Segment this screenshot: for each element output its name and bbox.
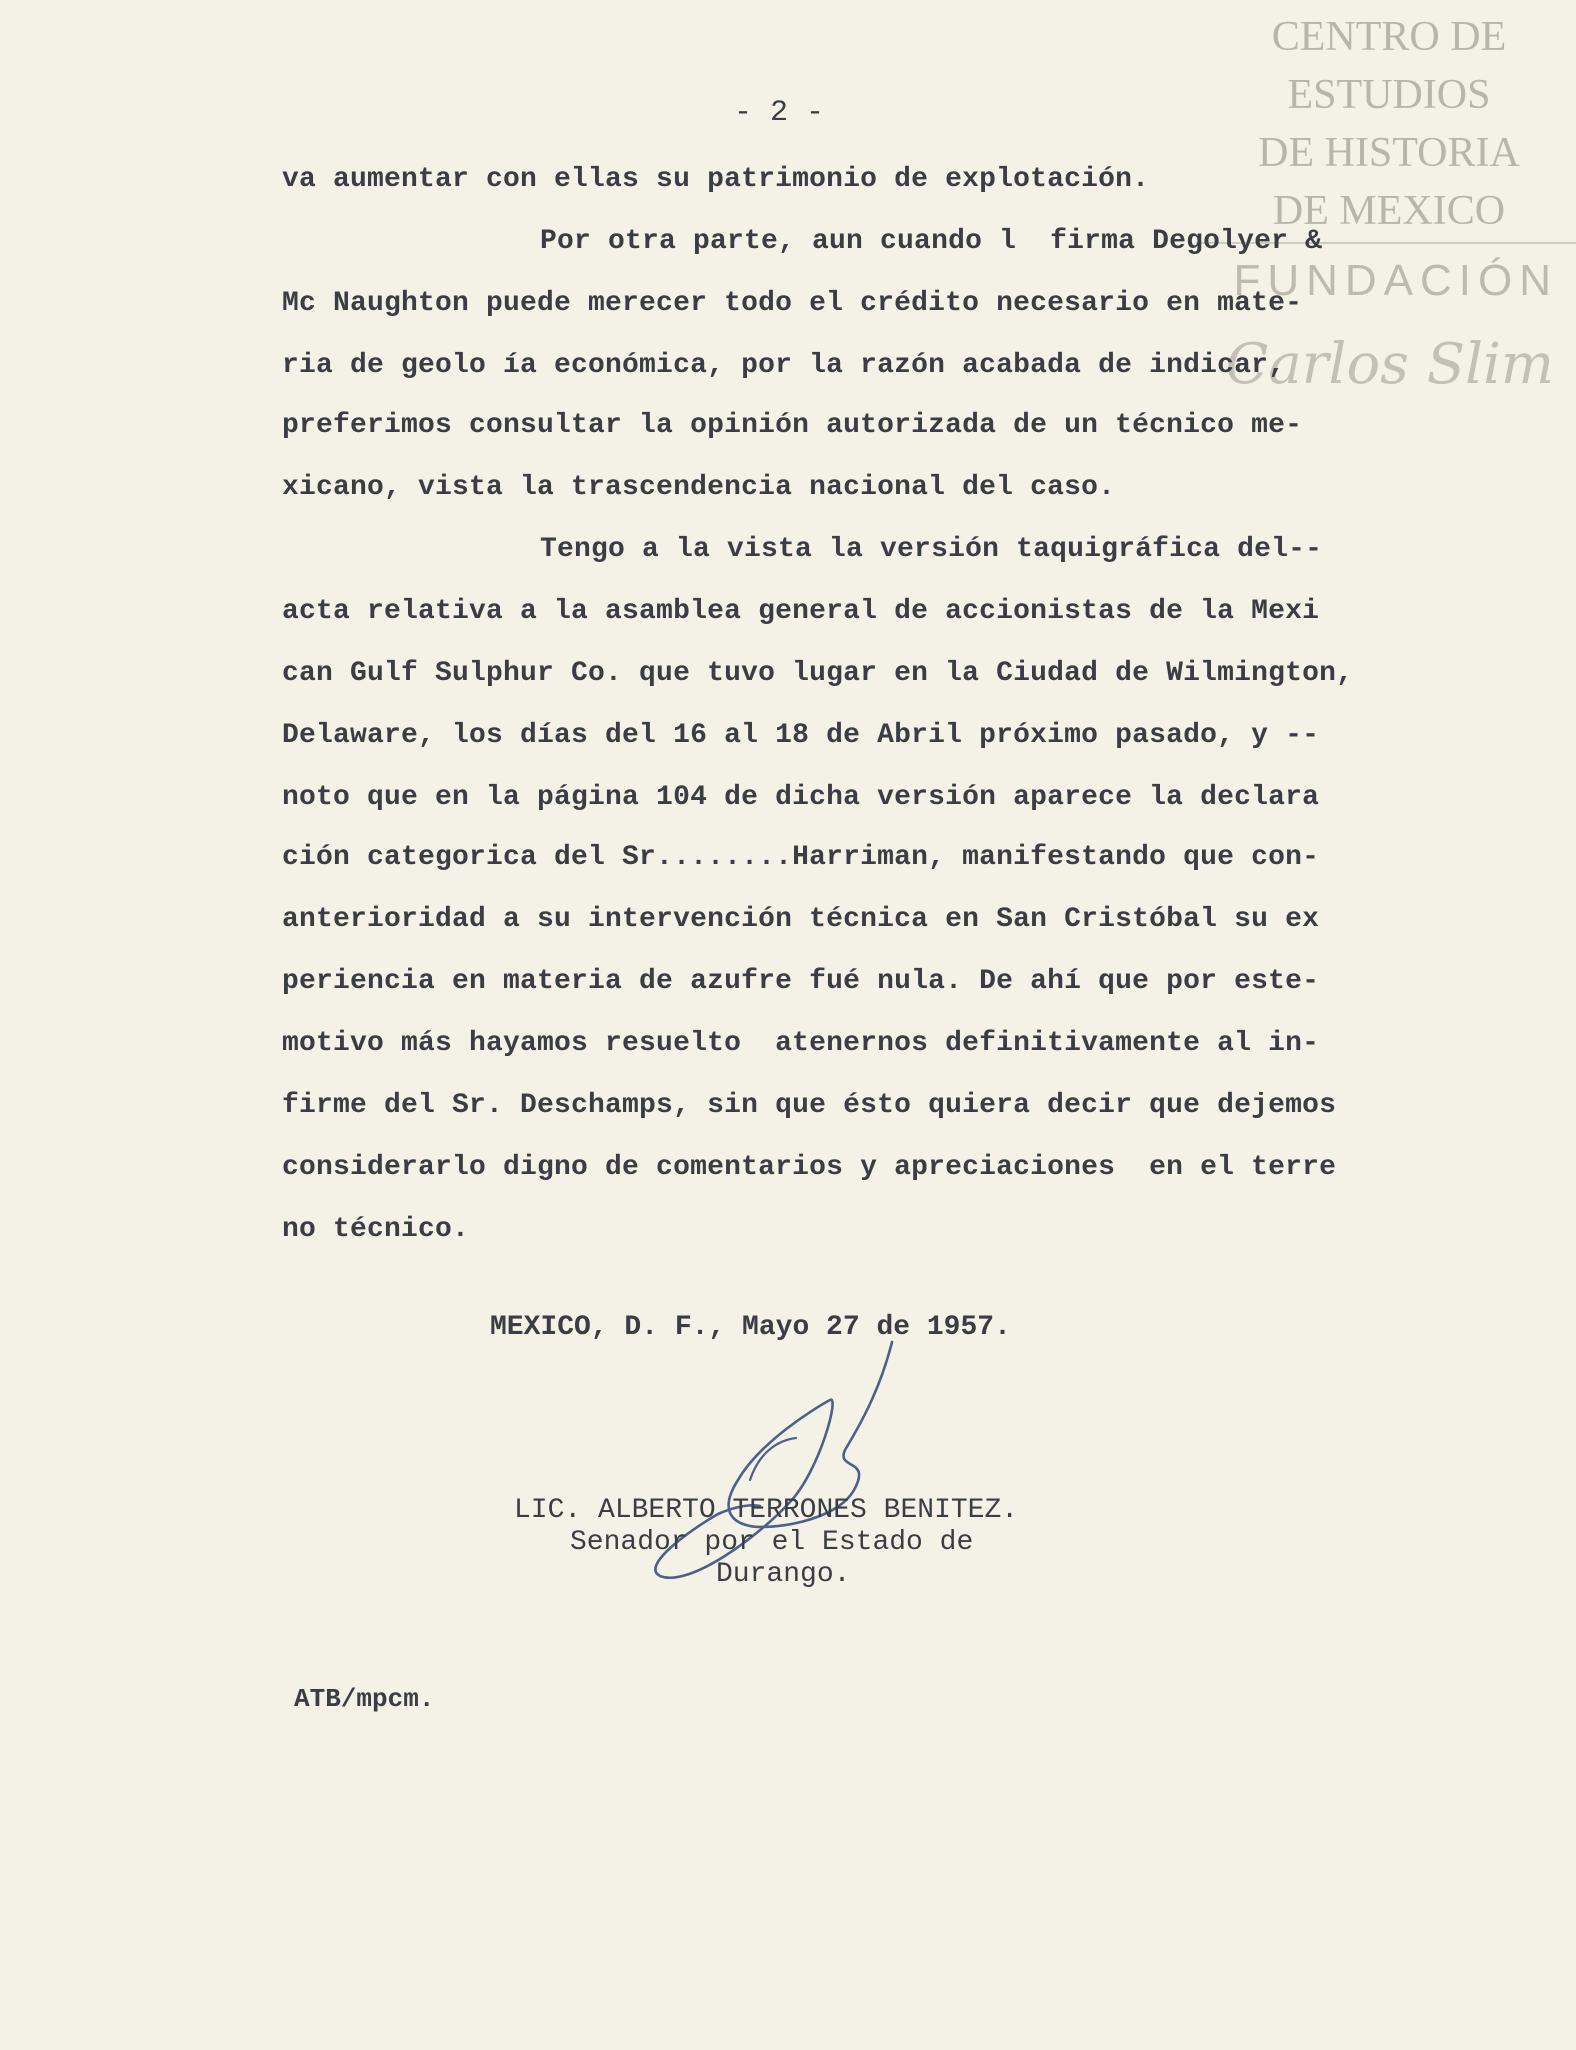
body-line: noto que en la página 104 de dicha versión aparece la declara [282, 782, 1320, 813]
body-line: motivo más hayamos resuelto atenernos definitivamente al in- [282, 1028, 1320, 1059]
body-line: no técnico. [282, 1214, 470, 1245]
body-line: periencia en materia de azufre fué nula. De ahí que por este- [282, 966, 1320, 997]
place-date: MEXICO, D. F., Mayo 27 de 1957. [490, 1312, 1011, 1343]
signatory-title-line-2: Durango. [716, 1559, 851, 1590]
body-line: va aumentar con ellas su patrimonio de explotación. [282, 164, 1150, 195]
page-number: - 2 - [734, 96, 825, 130]
watermark-signature-logo: Carlos Slim [1225, 332, 1554, 397]
body-line: anterioridad a su intervención técnica en San Cristóbal su ex [282, 904, 1320, 935]
body-line: considerarlo digno de comentarios y apreciaciones en el terre [282, 1152, 1337, 1183]
watermark-line-2: ESTUDIOS [1287, 72, 1491, 118]
archive-watermark [1224, 8, 1554, 240]
body-line: xicano, vista la trascendencia nacional del caso. [282, 472, 1116, 503]
watermark-line-3: DE HISTORIA [1258, 130, 1520, 176]
watermark-line-4: DE MEXICO [1272, 188, 1506, 234]
body-line: Mc Naughton puede merecer todo el crédito necesario en mate- [282, 288, 1303, 319]
body-line: Delaware, los días del 16 al 18 de Abril próximo pasado, y -- [282, 720, 1320, 751]
body-line: Tengo a la vista la versión taquigráfica del-- [540, 534, 1323, 565]
body-line: acta relativa a la asamblea general de accionistas de la Mexi [282, 596, 1320, 627]
reference-initials: ATB/mpcm. [294, 1684, 435, 1714]
watermark-line-1: CENTRO DE [1271, 14, 1507, 60]
signatory-name: LIC. ALBERTO TERRONES BENITEZ. [514, 1495, 1019, 1526]
body-line: ción categorica del Sr........Harriman, manifestando que con- [282, 842, 1320, 873]
signatory-title-line-1: Senador por el Estado de [570, 1527, 974, 1558]
body-line: preferimos consultar la opinión autorizada de un técnico me- [282, 410, 1303, 441]
watermark-foundation: FUNDACIÓN [1233, 256, 1558, 305]
body-line: firme del Sr. Deschamps, sin que ésto quiera decir que dejemos [282, 1090, 1337, 1121]
body-line: Por otra parte, aun cuando l firma Degolyer & [540, 226, 1323, 257]
body-line: ria de geolo ía económica, por la razón acabada de indicar, [282, 350, 1286, 381]
body-line: can Gulf Sulphur Co. que tuvo lugar en la Ciudad de Wilmington, [282, 658, 1354, 689]
